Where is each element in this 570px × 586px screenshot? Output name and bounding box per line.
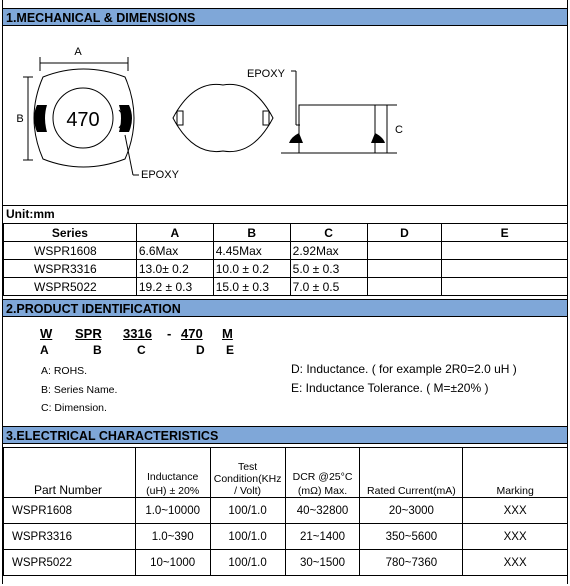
c-cell: 7.0 ± 0.5 [290, 278, 367, 296]
part-number-cell: WSPR5022 [4, 550, 136, 576]
e-cell [442, 242, 568, 260]
header-test-line1: Test [237, 461, 258, 473]
d-cell [367, 242, 442, 260]
a-cell: 6.6Max [136, 242, 213, 260]
b-cell: 10.0 ± 0.2 [213, 260, 290, 278]
d-cell [367, 278, 442, 296]
letter-c: C [137, 343, 146, 357]
marking-cell: XXX [463, 524, 568, 550]
rated-current-cell: 350~5600 [360, 524, 463, 550]
side-view [173, 84, 273, 151]
table-row [4, 242, 568, 260]
note-a: A: ROHS. [41, 365, 88, 377]
electrical-table [3, 447, 568, 576]
marking-cell: XXX [463, 550, 568, 576]
note-c: C: Dimension. [41, 402, 107, 414]
inductance-cell: 1.0~10000 [135, 498, 210, 524]
header-e: E [442, 224, 568, 242]
series-cell: WSPR5022 [4, 278, 137, 296]
note-e: E: Inductance Tolerance. ( M=±20% ) [291, 381, 489, 395]
note-b: B: Series Name. [41, 384, 118, 396]
letter-e: E [226, 343, 235, 357]
test-condition-cell: 100/1.0 [210, 550, 285, 576]
header-rated-current: Rated Current(mA) [360, 448, 463, 498]
dimension-drawing-svg [3, 25, 567, 205]
inductance-cell: 1.0~390 [135, 524, 210, 550]
front-left-epoxy [289, 133, 303, 143]
product-identification [3, 300, 567, 421]
letter-a: A [40, 343, 49, 357]
code-part-w: W [40, 326, 53, 341]
test-condition-cell: 100/1.0 [210, 524, 285, 550]
test-condition-cell: 100/1.0 [210, 498, 285, 524]
code-part-dash: - [167, 326, 172, 341]
header-b: B [213, 224, 290, 242]
dcr-cell: 40~32800 [285, 498, 360, 524]
header-dcr [285, 448, 360, 498]
series-cell: WSPR3316 [4, 260, 137, 278]
letter-d: D [196, 343, 205, 357]
part-number-cell: WSPR3316 [4, 524, 136, 550]
e-cell [442, 278, 568, 296]
mechanical-drawing [3, 25, 567, 206]
header-series: Series [4, 224, 137, 242]
table-row [4, 260, 568, 278]
section-header-electrical: 3.ELECTRICAL CHARACTERISTICS [3, 426, 567, 444]
c-cell: 2.92Max [290, 242, 367, 260]
dim-c-label: C [395, 124, 403, 136]
dim-a-label: A [74, 46, 82, 58]
part-number-cell: WSPR1608 [4, 498, 136, 524]
dimensions-table [3, 223, 568, 296]
code-part-series: SPR [75, 326, 102, 341]
header-test-line3: / Volt) [234, 485, 262, 497]
unit-label: Unit:mm [6, 207, 55, 221]
letter-b: B [93, 343, 102, 357]
table-row [4, 524, 568, 550]
header-inductance-line2: (uH) ± 20% [146, 485, 200, 497]
note-d: D: Inductance. ( for example 2R0=2.0 uH ) [291, 362, 517, 376]
front-right-epoxy [371, 133, 385, 143]
marking-cell: XXX [463, 498, 568, 524]
a-cell: 19.2 ± 0.3 [136, 278, 213, 296]
epoxy-top-label: EPOXY [247, 68, 285, 80]
electrical-header-row [4, 448, 568, 498]
rated-current-cell: 20~3000 [360, 498, 463, 524]
header-inductance-line1: Inductance [146, 471, 199, 483]
c-cell: 5.0 ± 0.3 [290, 260, 367, 278]
header-inductance [135, 448, 210, 498]
datasheet [2, 0, 568, 584]
header-test-condition [210, 448, 285, 498]
marking-value: 470 [66, 109, 100, 131]
table-row [4, 278, 568, 296]
code-part-tolerance: M [222, 326, 233, 341]
d-cell [367, 260, 442, 278]
right-epoxy-pad [119, 105, 132, 132]
inductance-cell: 10~1000 [135, 550, 210, 576]
header-part-number: Part Number [4, 448, 136, 498]
dcr-cell: 21~1400 [285, 524, 360, 550]
b-cell: 4.45Max [213, 242, 290, 260]
epoxy-bottom-label: EPOXY [141, 169, 179, 181]
series-cell: WSPR1608 [4, 242, 137, 260]
table-row [4, 550, 568, 576]
dim-b-label: B [16, 113, 24, 125]
header-dcr-line2: (mΩ) Max. [297, 485, 348, 497]
header-dcr-line1: DCR @25°C [292, 471, 353, 483]
header-d: D [367, 224, 442, 242]
left-epoxy-pad [34, 105, 47, 132]
header-a: A [136, 224, 213, 242]
dimensions-header-row [4, 224, 568, 242]
header-marking: Marking [463, 448, 568, 498]
dcr-cell: 30~1500 [285, 550, 360, 576]
section-header-mechanical: 1.MECHANICAL & DIMENSIONS [3, 8, 567, 26]
code-part-dimension: 3316 [123, 326, 152, 341]
section-header-product: 2.PRODUCT IDENTIFICATION [3, 299, 567, 317]
b-cell: 15.0 ± 0.3 [213, 278, 290, 296]
header-c: C [290, 224, 367, 242]
e-cell [442, 260, 568, 278]
rated-current-cell: 780~7360 [360, 550, 463, 576]
header-test-line2: Condition(KHz [213, 473, 282, 485]
table-row [4, 498, 568, 524]
a-cell: 13.0± 0.2 [136, 260, 213, 278]
code-part-inductance: 470 [181, 326, 203, 341]
